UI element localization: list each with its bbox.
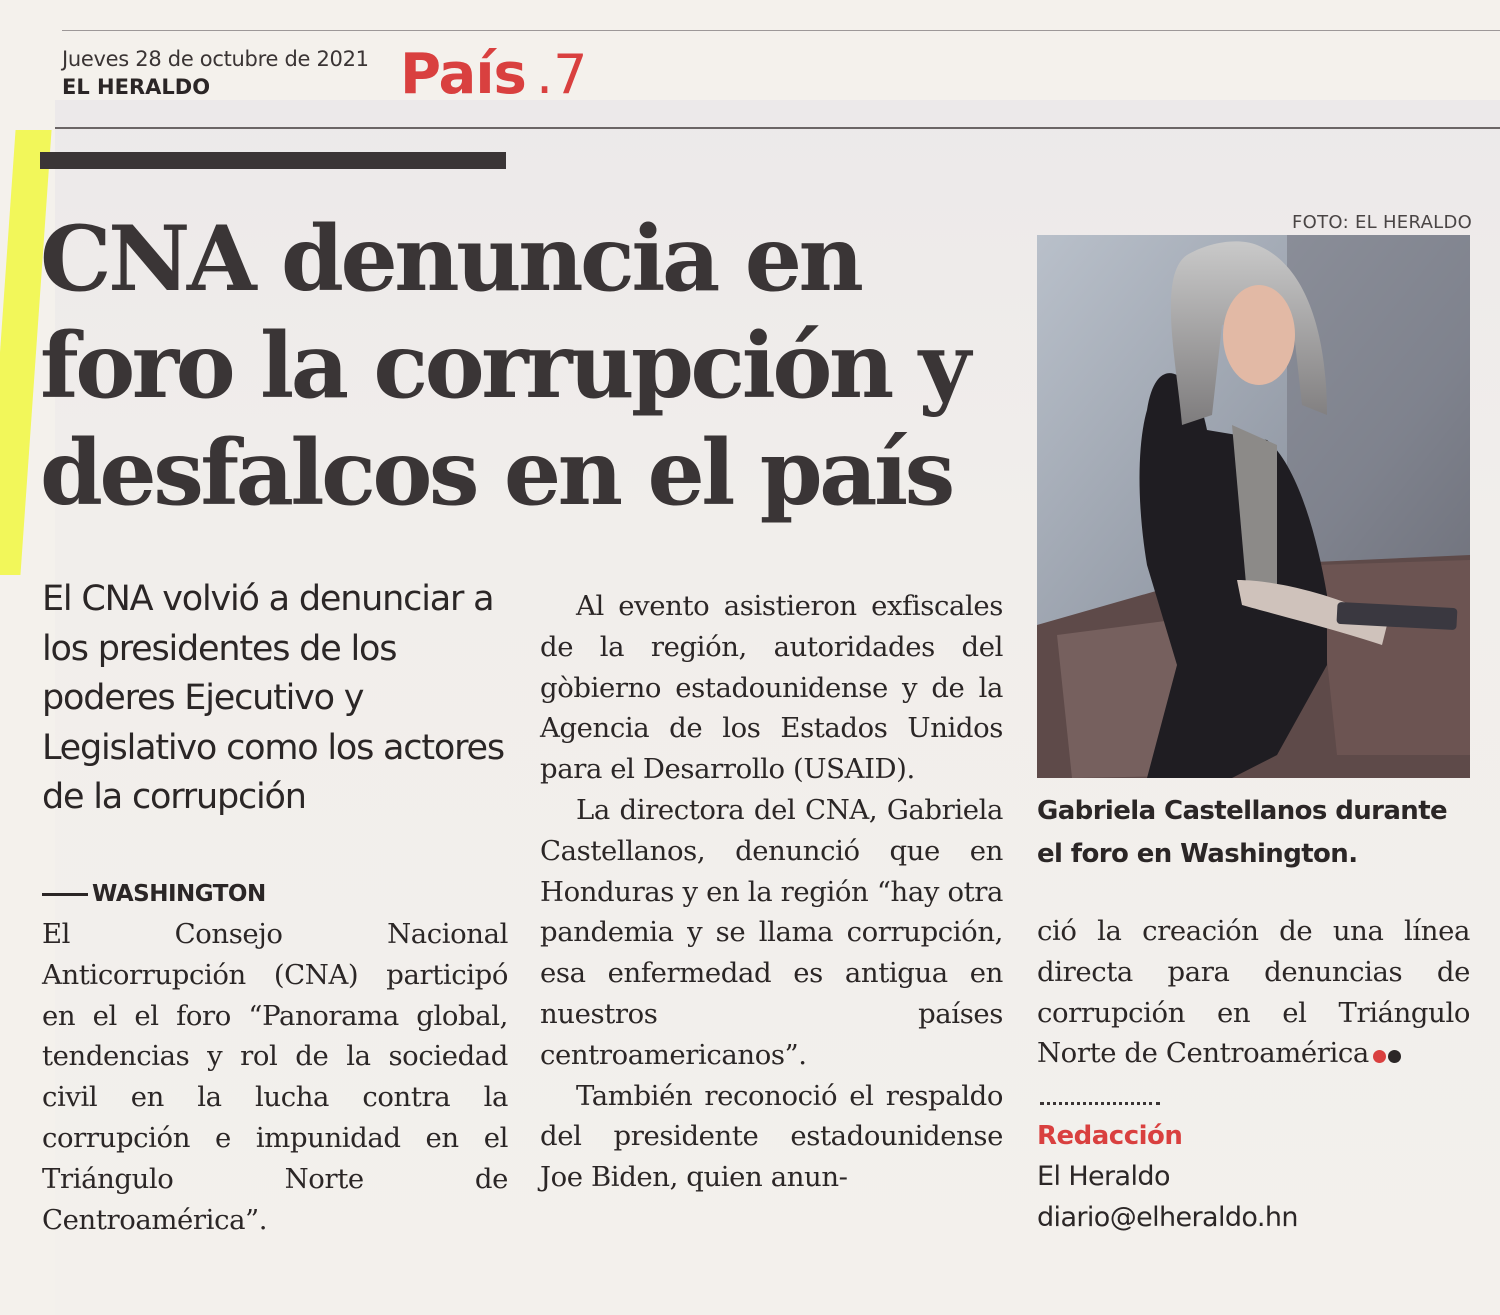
photo-illustration <box>1037 235 1470 778</box>
headline <box>40 206 1010 527</box>
byline-organization: El Heraldo <box>1037 1161 1170 1192</box>
dateline <box>42 874 508 914</box>
body-text-end: ció la creación de una línea directa para denuncias de corrupción en el Triángulo Norte de Centroamérica <box>1037 915 1470 1070</box>
photo-credit: FOTO: EL HERALDO <box>1292 212 1473 233</box>
headline-line: desfalcos en el país <box>40 420 952 526</box>
byline-author: Redacción <box>1037 1121 1183 1151</box>
headline-line: CNA denuncia en <box>40 206 861 312</box>
headline-bar <box>40 152 506 169</box>
photo-caption: Gabriela Castellanos durante el foro en Washington. <box>1037 796 1448 869</box>
article-column-1 <box>42 874 508 1240</box>
article-photo <box>1037 235 1470 778</box>
section-title: País <box>400 42 526 107</box>
body-paragraph: La directora del CNA, Gabriela Castellanos, denunció que en Honduras y en la región “hay otra pandemia y se llama corrupción, esa enfermedad es antigua en nuestros países centroamericanos”. <box>540 793 1003 1071</box>
article-lead: El CNA volvió a denunciar a los presidentes de los poderes Ejecutivo y Legislativo como los actores de la corrupción <box>42 579 504 817</box>
article-column-2 <box>540 586 1003 1198</box>
headline-line: foro la corrupción y <box>40 313 968 419</box>
body-paragraph: El Consejo Nacional Anticorrupción (CNA) participó en el el foro “Panorama global, tendencias y rol de la sociedad civil en la lucha contra la corrupción e impunidad en el Triángulo Norte de Centroamérica”. <box>42 918 508 1236</box>
article-column-3 <box>1037 911 1470 1075</box>
dateline-text: WASHINGTON <box>92 881 266 907</box>
header-rule <box>55 127 1500 129</box>
top-rule <box>62 30 1500 31</box>
byline-email: diario@elheraldo.hn <box>1037 1202 1298 1233</box>
newspaper-name: EL HERALDO <box>62 75 211 99</box>
issue-date: Jueves 28 de octubre de 2021 <box>62 47 369 71</box>
end-mark-icon <box>1373 1034 1403 1075</box>
page-number: .7 <box>536 43 588 106</box>
body-paragraph: Al evento asistieron exfiscales de la región, autoridades del gòbierno estadounidense y de la Agencia de los Estados Unidos para el Desarrollo (USAID). <box>540 590 1003 786</box>
body-paragraph: También reconoció el respaldo del presidente estadounidense Joe Biden, quien anun- <box>540 1079 1003 1194</box>
dateline-dash <box>42 893 88 896</box>
byline-separator <box>1040 1102 1160 1105</box>
body-paragraph <box>1037 911 1470 1075</box>
